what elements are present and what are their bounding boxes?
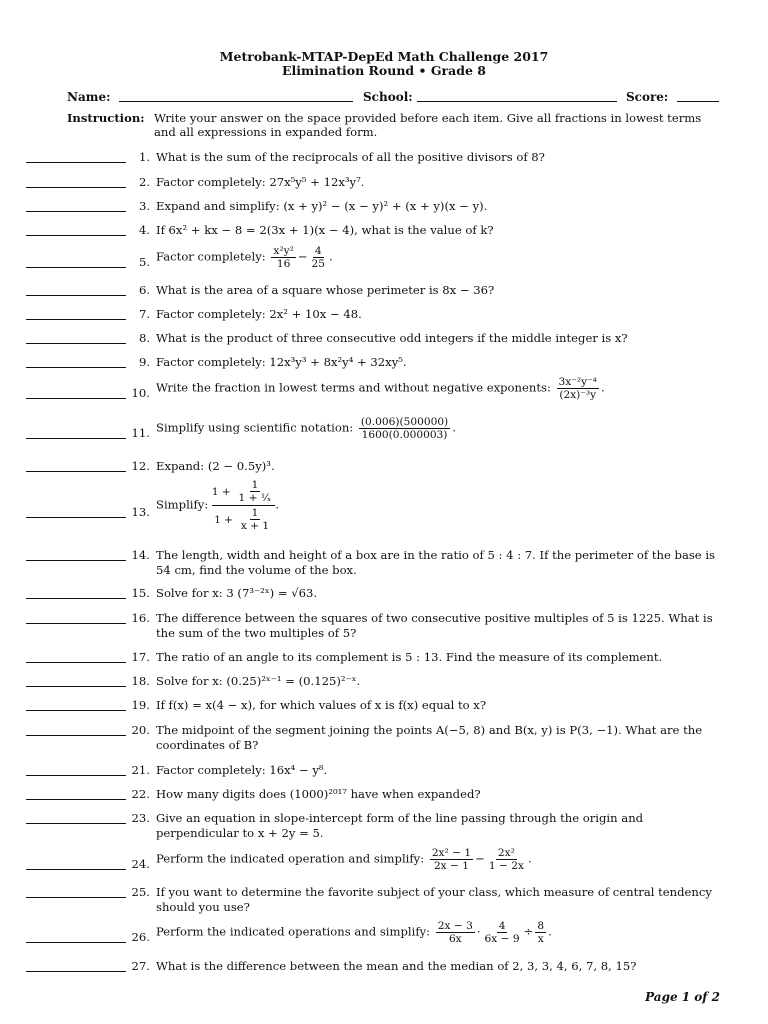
fraction: $\frac{\text{3x⁻²y⁻⁴}}{\text{(2x)⁻³y}}$ bbox=[558, 376, 597, 401]
complex-fraction: 1 + $\frac{1}{\text{1 + ¹⁄ₓ}}$ 1 + $\frac{1}{x + 1}$ bbox=[212, 479, 275, 532]
question-number: 15. bbox=[131, 586, 150, 600]
page-number: Page 1 of 2 bbox=[645, 990, 720, 1004]
name-field[interactable] bbox=[119, 101, 353, 102]
question-text: What is the product of three consecutive odd integers if the middle integer is x? bbox=[156, 331, 628, 345]
question-number: 20. bbox=[131, 723, 150, 737]
question-number: 18. bbox=[131, 674, 150, 688]
question-number: 3. bbox=[138, 199, 150, 213]
question-number: 21. bbox=[131, 763, 150, 777]
score-label: Score: bbox=[626, 90, 669, 104]
answer-blank[interactable] bbox=[26, 517, 126, 518]
answer-blank[interactable] bbox=[26, 735, 126, 736]
fraction: $\frac{8}{x}$ bbox=[537, 920, 545, 945]
school-field[interactable] bbox=[417, 101, 617, 102]
question-text: Factor completely: $\frac{\text{x²y²}}{16}$ − $\frac{4}{25}$ . bbox=[156, 245, 333, 270]
instruction-label: Instruction: bbox=[67, 111, 145, 125]
answer-blank[interactable] bbox=[26, 823, 126, 824]
answer-blank[interactable] bbox=[26, 343, 126, 344]
fraction: $\frac{\text{2x² − 1}}{2x - 1}$ bbox=[431, 847, 472, 872]
score-field[interactable] bbox=[677, 101, 719, 102]
answer-blank[interactable] bbox=[26, 775, 126, 776]
fraction: $\frac{(0.006)(500000)}{1600(0.000003)}$ bbox=[360, 416, 449, 441]
answer-blank[interactable] bbox=[26, 187, 126, 188]
fraction: $\frac{2x - 3}{6x}$ bbox=[437, 920, 473, 945]
question-text: Solve for x: (0.25)²ˣ⁻¹ = (0.125)²⁻ˣ. bbox=[156, 674, 361, 688]
question-text: If 6x² + kx − 8 = 2(3x + 1)(x − 4), what is the value of k? bbox=[156, 223, 494, 237]
question-text: What is the sum of the reciprocals of all the positive divisors of 8? bbox=[156, 150, 545, 164]
answer-blank[interactable] bbox=[26, 162, 126, 163]
answer-blank[interactable] bbox=[26, 560, 126, 561]
question-text: Write the fraction in lowest terms and without negative exponents: $\frac{\text{3x⁻²y⁻⁴}}{\text{(2x)⁻³y}}$ . bbox=[156, 376, 605, 401]
name-label: Name: bbox=[67, 90, 111, 104]
answer-blank[interactable] bbox=[26, 211, 126, 212]
question-text: Expand: (2 − 0.5y)³. bbox=[156, 459, 275, 473]
answer-blank[interactable] bbox=[26, 869, 126, 870]
answer-blank[interactable] bbox=[26, 897, 126, 898]
answer-blank[interactable] bbox=[26, 942, 126, 943]
question-number: 19. bbox=[131, 698, 150, 712]
question-text: The midpoint of the segment joining the points A(−5, 8) and B(x, y) is P(3, −1). What are the coordinates of B? bbox=[156, 723, 703, 752]
question-text: The length, width and height of a box are in the ratio of 5 : 4 : 7. If the perimeter of the base is 54 cm, find the volume of the box. bbox=[156, 548, 716, 577]
question-number: 27. bbox=[131, 959, 150, 973]
question-number: 6. bbox=[138, 283, 150, 297]
question-number: 17. bbox=[131, 650, 150, 664]
question-number: 22. bbox=[131, 787, 150, 801]
answer-blank[interactable] bbox=[26, 295, 126, 296]
question-text: Factor completely: 27x⁵y⁵ + 12x³y⁷. bbox=[156, 175, 365, 189]
question-number: 24. bbox=[131, 857, 150, 871]
fraction: $\frac{\text{x²y²}}{16}$ bbox=[273, 245, 294, 270]
question-text: What is the difference between the mean and the median of 2, 3, 3, 4, 6, 7, 8, 15? bbox=[156, 959, 637, 973]
student-info-row bbox=[67, 90, 719, 106]
question-text: Perform the indicated operation and simplify: $\frac{\text{2x² − 1}}{2x - 1}$ − $\frac{\text{2x²}}{1 - 2x}$ . bbox=[156, 847, 532, 872]
answer-blank[interactable] bbox=[26, 267, 126, 268]
answer-blank[interactable] bbox=[26, 623, 126, 624]
answer-blank[interactable] bbox=[26, 367, 126, 368]
instruction-text: Write your answer on the space provided before each item. Give all fractions in lowest terms and all expressions in expanded form. bbox=[154, 111, 702, 139]
school-label: School: bbox=[363, 90, 413, 104]
answer-blank[interactable] bbox=[26, 319, 126, 320]
question-number: 13. bbox=[131, 505, 150, 519]
exam-title: Metrobank-MTAP-DepEd Math Challenge 2017 bbox=[219, 49, 549, 64]
question-text: If f(x) = x(4 − x), for which values of x is f(x) equal to x? bbox=[156, 698, 487, 712]
question-text: If you want to determine the favorite subject of your class, which measure of central tendency should you use? bbox=[156, 885, 712, 914]
question-number: 10. bbox=[131, 386, 150, 400]
question-text: Factor completely: 12x³y³ + 8x²y⁴ + 32xy⁵. bbox=[156, 355, 407, 369]
fraction: $\frac{4}{25}$ bbox=[311, 245, 326, 270]
answer-blank[interactable] bbox=[26, 438, 126, 439]
question-number: 7. bbox=[138, 307, 150, 321]
answer-blank[interactable] bbox=[26, 471, 126, 472]
question-text: What is the area of a square whose perimeter is 8x − 36? bbox=[156, 283, 495, 297]
question-text: The difference between the squares of two consecutive positive multiples of 5 is 1225. What is the sum of the two multiples of 5? bbox=[156, 611, 713, 640]
exam-subtitle: Elimination Round • Grade 8 bbox=[282, 63, 486, 78]
answer-blank[interactable] bbox=[26, 799, 126, 800]
question-number: 4. bbox=[138, 223, 150, 237]
question-text: Perform the indicated operations and simplify: $\frac{2x - 3}{6x}$ · $\frac{4}{6x - 9}$ ÷ $\frac{8}{x}$ . bbox=[156, 920, 552, 945]
fraction: $\frac{\text{2x²}}{1 - 2x}$ bbox=[488, 847, 524, 872]
question-text: The ratio of an angle to its complement is 5 : 13. Find the measure of its complement. bbox=[156, 650, 663, 664]
question-number: 25. bbox=[131, 885, 150, 899]
question-number: 12. bbox=[131, 459, 150, 473]
answer-blank[interactable] bbox=[26, 398, 126, 399]
answer-blank[interactable] bbox=[26, 598, 126, 599]
fraction: $\frac{4}{6x - 9}$ bbox=[484, 920, 520, 945]
question-number: 1. bbox=[138, 150, 150, 164]
question-number: 16. bbox=[131, 611, 150, 625]
question-number: 14. bbox=[131, 548, 150, 562]
answer-blank[interactable] bbox=[26, 235, 126, 236]
question-number: 8. bbox=[138, 331, 150, 345]
answer-blank[interactable] bbox=[26, 971, 126, 972]
question-text: How many digits does (1000)²⁰¹⁷ have when expanded? bbox=[156, 787, 481, 801]
answer-blank[interactable] bbox=[26, 710, 126, 711]
answer-blank[interactable] bbox=[26, 662, 126, 663]
question-number: 2. bbox=[138, 175, 150, 189]
question-text: Simplify using scientific notation: $\frac{(0.006)(500000)}{1600(0.000003)}$ . bbox=[156, 416, 456, 441]
question-text: Factor completely: 2x² + 10x − 48. bbox=[156, 307, 362, 321]
question-number: 26. bbox=[131, 930, 150, 944]
question-text: Factor completely: 16x⁴ − y⁸. bbox=[156, 763, 328, 777]
question-text: Expand and simplify: (x + y)² − (x − y)² + (x + y)(x − y). bbox=[156, 199, 488, 213]
question-text: Simplify: 1 + $\frac{1}{\text{1 + ¹⁄ₓ}}$ 1 + $\frac{1}{x + 1}$ . bbox=[156, 479, 280, 532]
question-number: 9. bbox=[138, 355, 150, 369]
question-number: 23. bbox=[131, 811, 150, 825]
question-number: 11. bbox=[131, 426, 150, 440]
question-number: 5. bbox=[138, 255, 150, 269]
question-text: Solve for x: 3 (7³⁻²ˣ) = √63. bbox=[156, 586, 318, 600]
question-text: Give an equation in slope-intercept form of the line passing through the origin and perpendicular to x + 2y = 5. bbox=[156, 811, 644, 840]
answer-blank[interactable] bbox=[26, 686, 126, 687]
